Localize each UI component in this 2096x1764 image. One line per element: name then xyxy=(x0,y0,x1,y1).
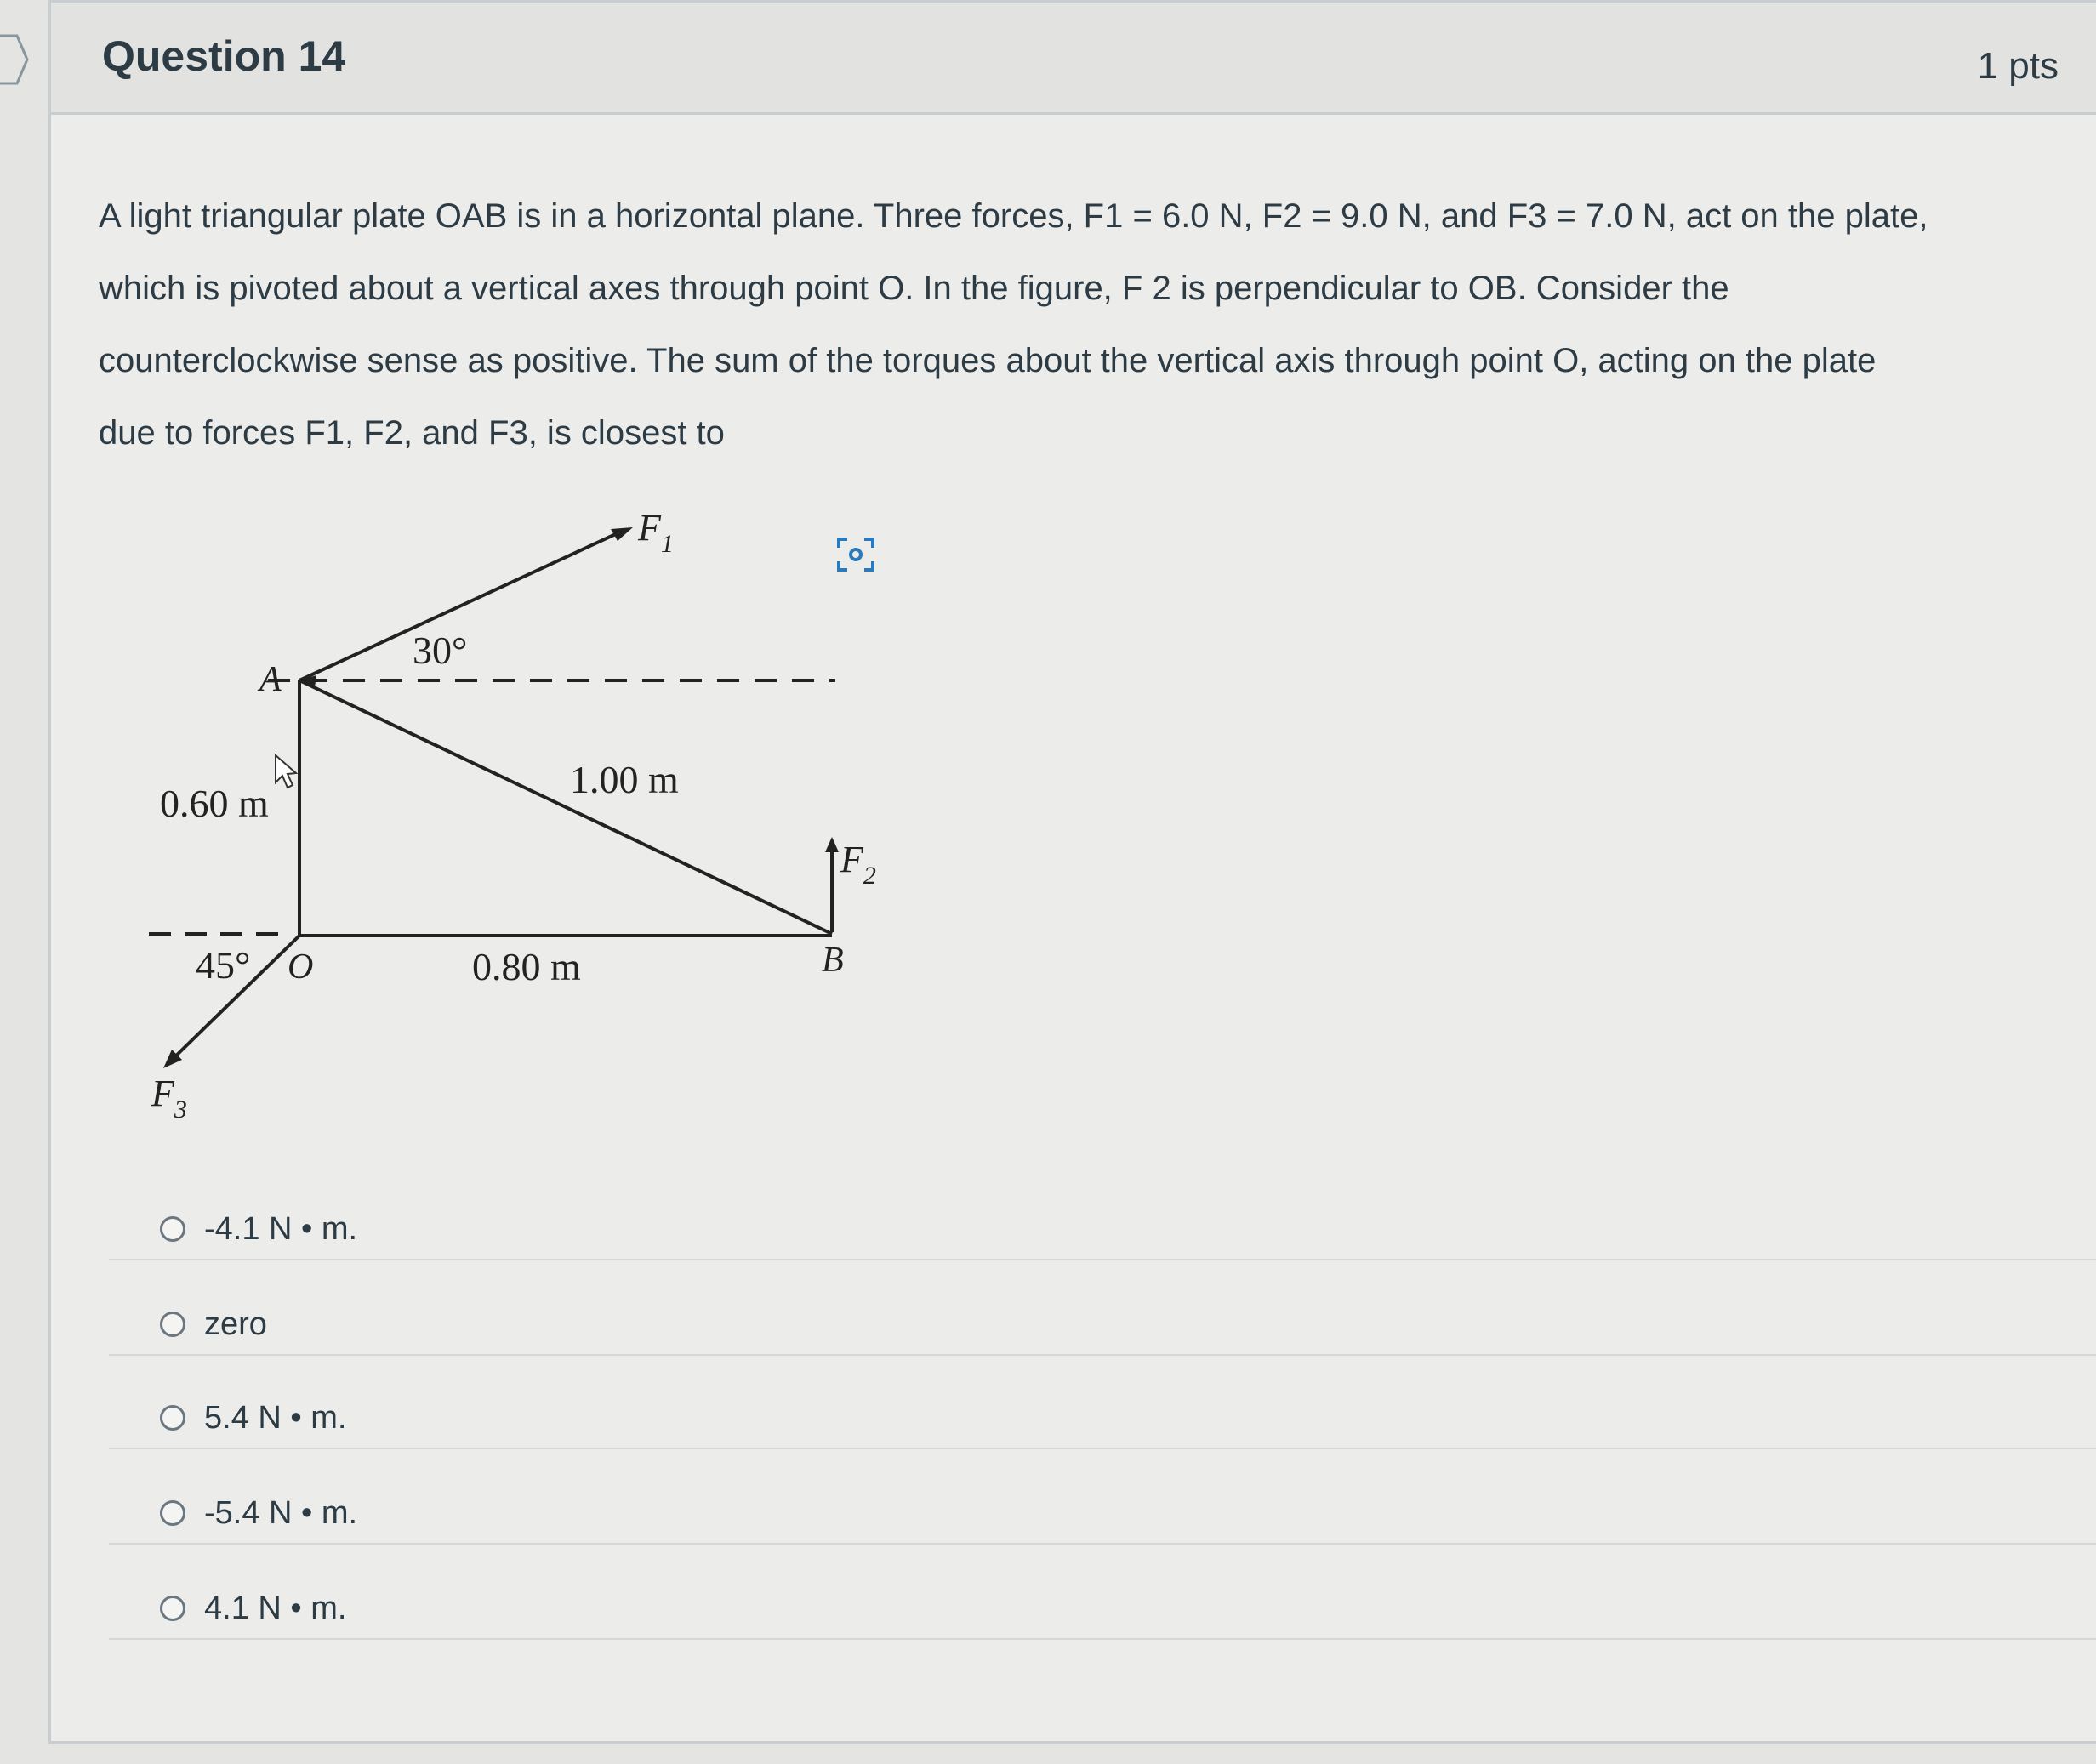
label-angle-45: 45° xyxy=(196,943,251,987)
label-o: O xyxy=(288,947,314,987)
question-header xyxy=(51,0,2096,115)
question-title: Question 14 xyxy=(102,32,346,80)
radio-button[interactable] xyxy=(160,1500,185,1526)
answer-option[interactable] xyxy=(109,1388,2096,1449)
label-length-oa: 0.60 m xyxy=(160,782,269,825)
answer-option[interactable] xyxy=(109,1295,2096,1356)
question-card xyxy=(48,0,2096,1744)
label-f2-sub: 2 xyxy=(863,862,876,890)
label-length-ob: 0.80 m xyxy=(472,945,581,988)
bookmark-icon[interactable] xyxy=(0,34,29,85)
label-f1: $F_1$ xyxy=(638,507,674,558)
label-f3: $F_3$ xyxy=(151,1073,187,1124)
expand-image-icon[interactable] xyxy=(835,534,876,575)
question-points: 1 pts xyxy=(1977,45,2059,87)
answer-option[interactable] xyxy=(109,1579,2096,1640)
radio-button[interactable] xyxy=(160,1405,185,1431)
label-a: A xyxy=(259,660,282,699)
label-b: B xyxy=(822,941,844,980)
cursor-icon xyxy=(276,755,296,788)
radio-button[interactable] xyxy=(160,1596,185,1621)
answer-label: zero xyxy=(204,1306,267,1342)
answer-option[interactable] xyxy=(109,1483,2096,1545)
question-text: A light triangular plate OAB is in a horizontal plane. Three forces, F1 = 6.0 N, F2 = 9.0 N, and F3 = 7.0 N, act on the plate, which is pivoted about a vertical axes through point O. In the figure, F 2 is perpendicular to OB. Consider the counterclockwise sense as positive. The sum of the torques about the vertical axis through point O, acting on the plate due to forces F1, F2, and F3, is closest to xyxy=(99,197,1928,452)
answer-label: -4.1 N • m. xyxy=(204,1210,358,1247)
answer-option[interactable] xyxy=(109,1199,2096,1260)
arrowhead-f2 xyxy=(825,837,839,852)
answer-label: 5.4 N • m. xyxy=(204,1399,347,1436)
arrowhead-f1 xyxy=(611,527,633,541)
radio-button[interactable] xyxy=(160,1216,185,1242)
answer-label: -5.4 N • m. xyxy=(204,1494,358,1531)
answer-label: 4.1 N • m. xyxy=(204,1590,347,1626)
label-length-ab: 1.00 m xyxy=(570,758,679,801)
force-diagram xyxy=(102,485,902,1148)
side-ab xyxy=(299,680,832,934)
label-f1-sub: 1 xyxy=(660,530,674,558)
label-f3-sub: 3 xyxy=(174,1095,187,1124)
radio-button[interactable] xyxy=(160,1312,185,1337)
label-f2: $F_2$ xyxy=(840,839,876,890)
label-angle-30: 30° xyxy=(413,629,468,672)
